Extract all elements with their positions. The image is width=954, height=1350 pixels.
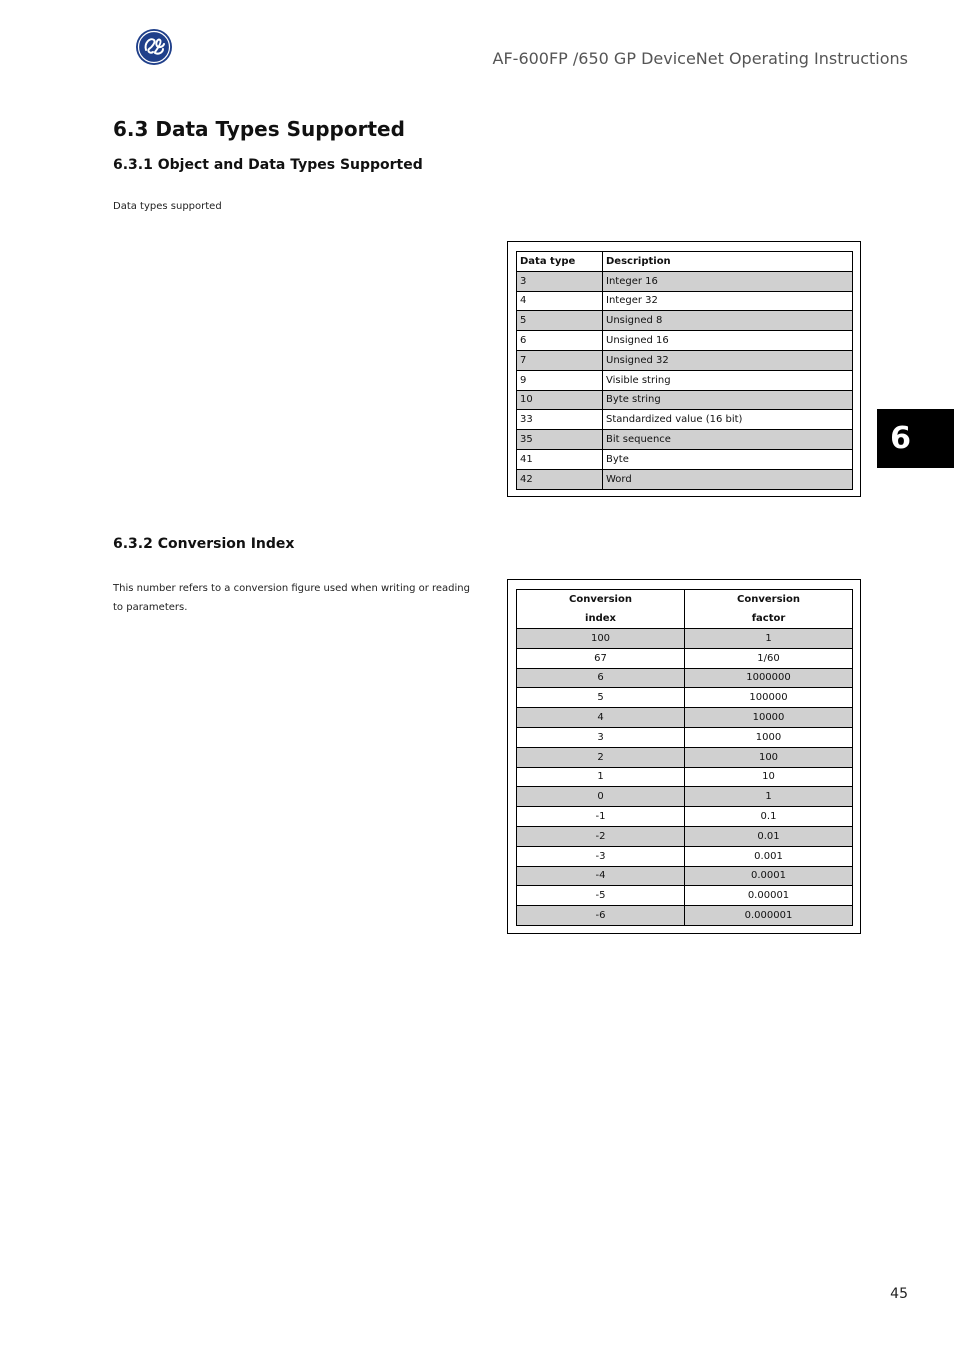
table-row [517, 350, 853, 370]
page-number: 45 [890, 1286, 908, 1302]
table-cell: 0 [517, 787, 685, 807]
table-cell: 6 [517, 668, 685, 688]
table-row [517, 271, 853, 291]
section-title: 6.3 Data Types Supported [113, 117, 405, 141]
header-line: Conversion [569, 594, 632, 605]
table-cell: 0.001 [685, 846, 853, 866]
table-cell: 100 [685, 747, 853, 767]
table-row [517, 708, 853, 728]
table-row [517, 688, 853, 708]
table-cell: 9 [517, 370, 603, 390]
table-cell: 100 [517, 629, 685, 649]
column-header-data-type: Data type [517, 252, 603, 272]
table-row [517, 807, 853, 827]
data-types-table [516, 251, 853, 490]
table-row [517, 906, 853, 926]
table-cell: 5 [517, 311, 603, 331]
table-cell: 7 [517, 350, 603, 370]
table-cell: 3 [517, 271, 603, 291]
header-line: Conversion [737, 594, 800, 605]
table-cell: 33 [517, 410, 603, 430]
data-types-table-frame [507, 241, 861, 497]
table-cell: Byte string [603, 390, 853, 410]
table-cell: Word [603, 469, 853, 489]
table-cell: Byte [603, 449, 853, 469]
column-header-description: Description [603, 252, 853, 272]
data-types-caption: Data types supported [113, 201, 222, 212]
table-cell: -1 [517, 807, 685, 827]
table-cell: Unsigned 8 [603, 311, 853, 331]
table-cell: Integer 32 [603, 291, 853, 311]
table-cell: 67 [517, 648, 685, 668]
table-header-row [517, 252, 853, 272]
table-row [517, 886, 853, 906]
table-row [517, 826, 853, 846]
subsection-title-data-types: 6.3.1 Object and Data Types Supported [113, 157, 423, 173]
table-cell: -6 [517, 906, 685, 926]
ge-logo [135, 28, 173, 66]
table-cell: 3 [517, 727, 685, 747]
document-title: AF-600FP /650 GP DeviceNet Operating Instructions [492, 49, 908, 68]
table-row [517, 668, 853, 688]
table-row [517, 430, 853, 450]
table-cell: Unsigned 16 [603, 331, 853, 351]
column-header-conversion-factor [685, 590, 853, 629]
table-cell: 10 [685, 767, 853, 787]
table-row [517, 291, 853, 311]
table-row [517, 311, 853, 331]
table-row [517, 331, 853, 351]
table-row [517, 767, 853, 787]
table-cell: 1 [685, 629, 853, 649]
table-cell: 100000 [685, 688, 853, 708]
table-cell: 10000 [685, 708, 853, 728]
table-cell: 0.00001 [685, 886, 853, 906]
table-row [517, 846, 853, 866]
table-header-row [517, 590, 853, 629]
table-cell: -3 [517, 846, 685, 866]
table-row [517, 390, 853, 410]
table-row [517, 866, 853, 886]
table-cell: 4 [517, 708, 685, 728]
table-row [517, 727, 853, 747]
conversion-table-frame [507, 579, 861, 934]
table-cell: -4 [517, 866, 685, 886]
column-header-conversion-index [517, 590, 685, 629]
table-cell: 0.0001 [685, 866, 853, 886]
conversion-table [516, 589, 853, 926]
conversion-index-description: This number refers to a conversion figure used when writing or reading to parameters. [113, 583, 470, 613]
header-line: index [585, 613, 616, 624]
table-cell: 42 [517, 469, 603, 489]
table-cell: 0.000001 [685, 906, 853, 926]
table-cell: 41 [517, 449, 603, 469]
chapter-tab [877, 409, 954, 468]
subsection-title-conversion-index: 6.3.2 Conversion Index [113, 536, 295, 552]
table-cell: -5 [517, 886, 685, 906]
table-row [517, 648, 853, 668]
table-cell: 1 [685, 787, 853, 807]
table-cell: Integer 16 [603, 271, 853, 291]
table-cell: 1000000 [685, 668, 853, 688]
table-row [517, 629, 853, 649]
table-cell: 4 [517, 291, 603, 311]
table-cell: 5 [517, 688, 685, 708]
table-cell: 0.01 [685, 826, 853, 846]
ge-monogram-icon [135, 28, 173, 66]
table-cell: Visible string [603, 370, 853, 390]
table-cell: Standardized value (16 bit) [603, 410, 853, 430]
table-cell: 1/60 [685, 648, 853, 668]
table-cell: Bit sequence [603, 430, 853, 450]
table-row [517, 747, 853, 767]
table-row [517, 370, 853, 390]
table-cell: Unsigned 32 [603, 350, 853, 370]
table-row [517, 449, 853, 469]
table-cell: 35 [517, 430, 603, 450]
table-cell: 6 [517, 331, 603, 351]
table-row [517, 410, 853, 430]
table-cell: 2 [517, 747, 685, 767]
table-cell: 1000 [685, 727, 853, 747]
table-cell: -2 [517, 826, 685, 846]
table-row [517, 469, 853, 489]
table-cell: 10 [517, 390, 603, 410]
chapter-number: 6 [890, 421, 911, 456]
table-cell: 1 [517, 767, 685, 787]
header-line: factor [751, 613, 786, 624]
table-cell: 0.1 [685, 807, 853, 827]
table-row [517, 787, 853, 807]
